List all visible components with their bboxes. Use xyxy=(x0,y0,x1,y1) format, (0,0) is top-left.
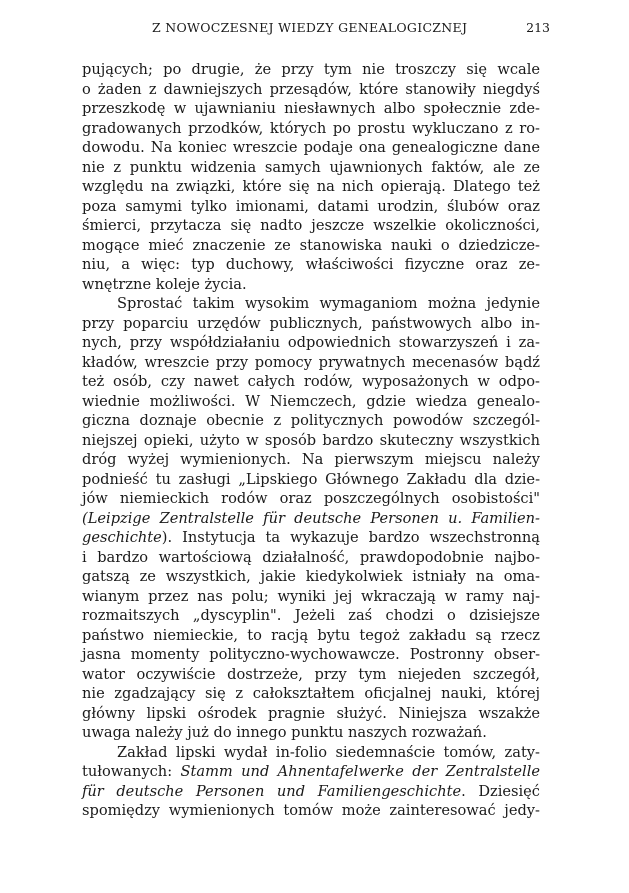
text-line: śmierci, przytacza się nadto jeszcze wszelkie okoliczności, xyxy=(82,217,540,234)
text-run: geschichte xyxy=(82,529,162,546)
text-run: . Dziesięć xyxy=(461,782,540,800)
page-number: 213 xyxy=(526,20,550,35)
text-line: wator oczywiście dostrzeże, przy tym niejeden szczegół, xyxy=(82,665,540,683)
text-line: przy poparciu urzędów publicznych, państwowych albo in- xyxy=(82,314,540,332)
text-line: niu, a więc: typ duchowy, właściwości fizyczne oraz ze- xyxy=(82,256,540,273)
text-line: też osób, czy nawet całych rodów, wyposażonych w odpo- xyxy=(82,373,540,390)
running-title: Z NOWOCZESNEJ WIEDZY GENEALOGICZNEJ xyxy=(152,20,468,35)
text-line: spomiędzy wymienionych tomów może zainteresować jedy- xyxy=(82,802,540,819)
text-line: wiednie możliwości. W Niemczech, gdzie wiedza genealo- xyxy=(82,392,540,410)
text-line: rozmaitszych „dyscyplin". Jeżeli zaś chodzi o dzisiejsze xyxy=(82,607,540,624)
text-line: nie zgadzający się z całokształtem oficjalnej nauki, której xyxy=(82,685,540,702)
text-line: jasna momenty polityczno-wychowawcze. Postronny obser- xyxy=(82,646,540,663)
text-run: für deutsche Personen und Familiengeschichte xyxy=(82,782,462,800)
text-line: niejszej opieki, użyto w sposób bardzo skuteczny wszystkich xyxy=(82,431,540,449)
text-line: poza samymi tylko imionami, datami urodzin, ślubów oraz xyxy=(82,197,540,215)
text-line: o żaden z dawniejszych przesądów, które stanowiły niegdyś xyxy=(82,80,540,98)
body-text xyxy=(82,60,540,821)
text-line: główny lipski ośrodek pragnie służyć. Niniejsza wszakże xyxy=(82,704,540,722)
text-line: i bardzo wartościową działalność, prawdopodobnie najbo- xyxy=(82,548,540,566)
text-run: tułowanych: xyxy=(82,763,181,780)
text-line: nie z punktu widzenia samych ujawnionych faktów, ale ze xyxy=(82,158,540,176)
text-line: dróg wyżej wymienionych. Na pierwszym miejscu należy xyxy=(82,451,540,468)
text-line: gatszą ze wszystkich, jakie kiedykolwiek istniały na oma- xyxy=(82,568,540,585)
text-run: Stamm und Ahnentafelwerke der Zentralstelle xyxy=(180,763,541,780)
text-line: nych, przy współdziałaniu odpowiednich stowarzyszeń i za- xyxy=(82,334,540,351)
text-line xyxy=(82,782,540,802)
text-line: uwaga należy już do innego punktu naszych rozważań. xyxy=(82,724,487,741)
text-line: Sprostać takim wysokim wymaganiom można jedynie xyxy=(117,295,540,312)
text-line: wianym przez nas polu; wyniki jej wkraczają w ramy naj- xyxy=(82,587,540,605)
text-line: giczna doznaje obecnie z politycznych powodów szczegól- xyxy=(82,412,540,429)
text-line xyxy=(82,528,540,548)
text-line: podnieść tu zasługi „Lipskiego Głównego Zakładu dla dzie- xyxy=(82,470,540,488)
text-line: Zakład lipski wydał in-folio siedemnaście tomów, zaty- xyxy=(117,743,540,761)
text-line: pujących; po drugie, że przy tym nie troszczy się wcale xyxy=(82,61,540,78)
text-line: kładów, wreszcie przy pomocy prywatnych mecenasów bądź xyxy=(82,353,540,371)
text-line: wnętrzne koleje życia. xyxy=(82,275,247,293)
text-line xyxy=(82,762,540,782)
text-line: państwo niemieckie, to racją bytu tegoż zakładu są rzecz xyxy=(82,626,540,644)
text-run: ). Instytucja ta wykazuje bardzo wszechstronną xyxy=(161,529,540,546)
text-line: jów niemieckich rodów oraz poszczególnych osobistości" xyxy=(82,490,540,507)
text-line: przeszkodę w ujawnianiu niesławnych albo społecznie zde- xyxy=(82,100,540,117)
text-line: względu na związki, które się na nich opierają. Dlatego też xyxy=(82,178,540,195)
text-line: gradowanych przodków, których po prostu wykluczano z ro- xyxy=(82,119,540,137)
text-line: mogące mieć znaczenie ze stanowiska nauki o dziedzicze- xyxy=(82,236,540,254)
text-line: dowodu. Na koniec wreszcie podaje ona genealogiczne dane xyxy=(82,139,540,156)
text-line: (Leipzige Zentralstelle für deutsche Personen u. Familien- xyxy=(82,509,540,527)
running-head xyxy=(82,20,550,35)
